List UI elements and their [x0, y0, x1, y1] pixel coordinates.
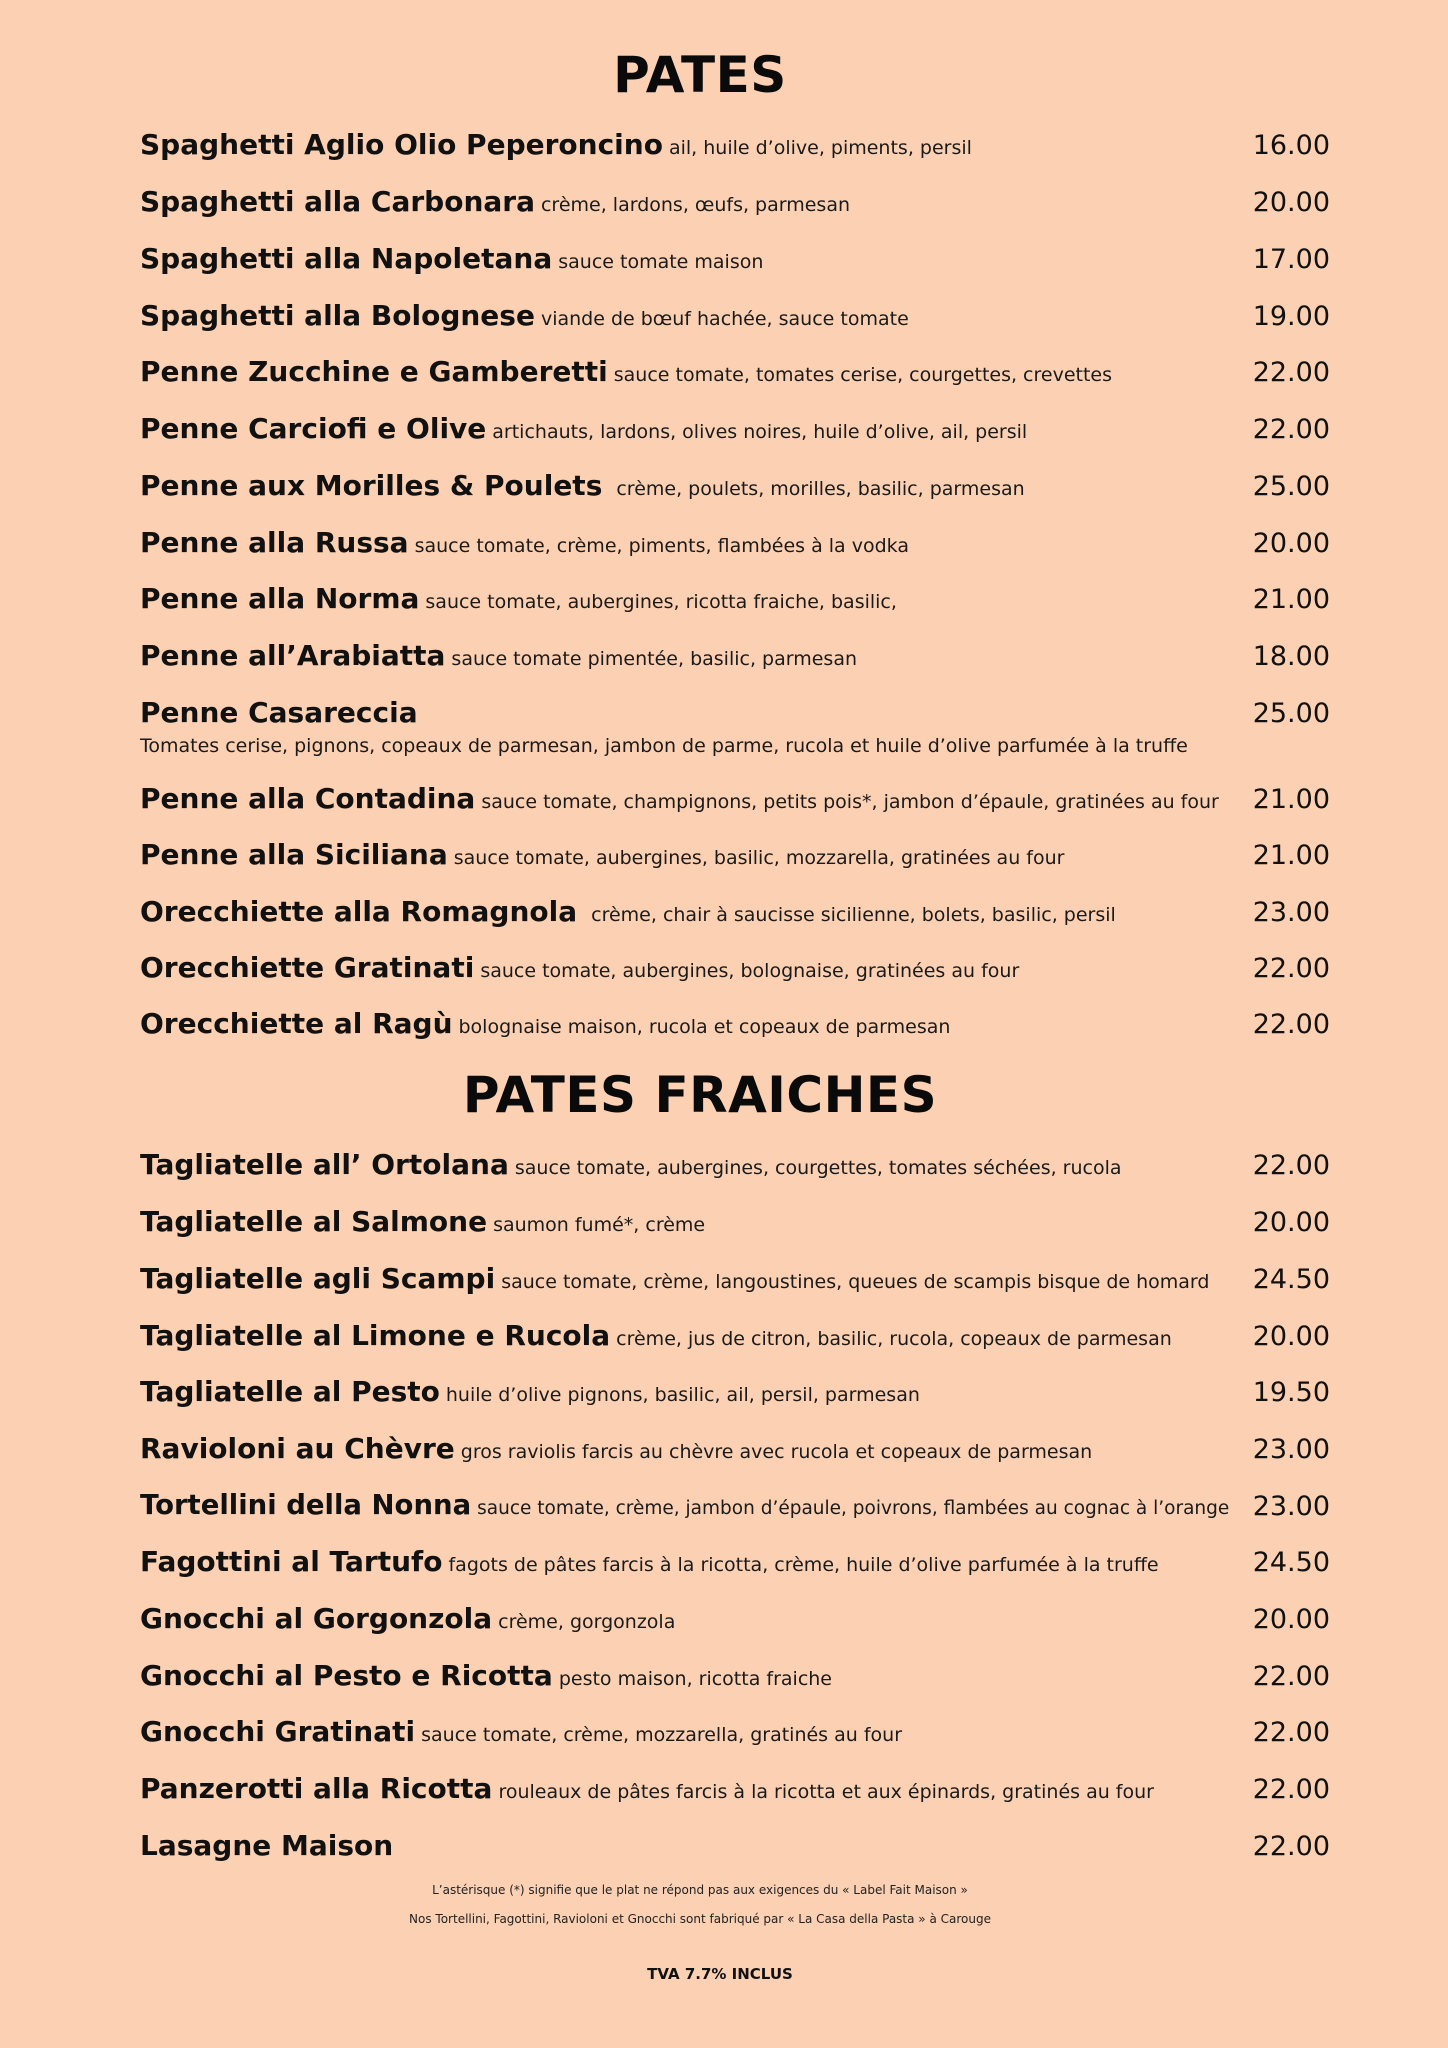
dish-name: Penne all’Arabiatta	[140, 639, 446, 672]
dish-price: 23.00	[1252, 897, 1330, 928]
dish-price: 16.00	[1252, 130, 1330, 161]
dish-name: Panzerotti alla Ricotta	[140, 1772, 493, 1805]
dish-name: Tagliatelle all’ Ortolana	[140, 1148, 509, 1181]
footnote-supplier: Nos Tortellini, Fagottini, Ravioloni et Gnocchi sont fabriqué par « La Casa della Pasta » à Carouge	[409, 1912, 991, 1926]
dish-description: sauce tomate maison	[558, 251, 764, 273]
tva-notice: TVA 7.7% INCLUS	[647, 1965, 793, 1983]
dish-price: 24.50	[1252, 1264, 1330, 1295]
dish-name: Fagottini al Tartufo	[140, 1545, 443, 1578]
dish-price: 20.00	[1252, 1604, 1330, 1635]
dish-description: artichauts, lardons, olives noires, huile d’olive, ail, persil	[492, 421, 1028, 443]
menu-item	[140, 1205, 1330, 1251]
dish-name: Tortellini della Nonna	[140, 1489, 472, 1521]
dish-price: 23.00	[1252, 1434, 1330, 1465]
menu-item	[140, 242, 1330, 288]
dish-price: 22.00	[1252, 1774, 1330, 1805]
dish-price: 17.00	[1252, 244, 1330, 275]
dish-description: rouleaux de pâtes farcis à la ricotta et aux épinards, gratinés au four	[498, 1781, 1154, 1803]
dish-name: Penne Carciofi e Olive	[140, 412, 487, 445]
menu-item	[140, 412, 1330, 458]
menu-item	[140, 1007, 1330, 1053]
menu-item	[140, 1829, 1330, 1875]
dish-description: sauce tomate, crème, jambon d’épaule, poivrons, flambées au cognac à l’orange	[477, 1498, 1230, 1519]
dish-price: 19.00	[1252, 301, 1330, 332]
section-title-pates: PATES	[613, 46, 787, 104]
dish-price: 22.00	[1252, 1009, 1330, 1040]
dish-name: Lasagne Maison	[140, 1829, 394, 1862]
dish-price: 22.00	[1252, 414, 1330, 445]
menu-item	[140, 128, 1330, 174]
menu-item	[140, 639, 1330, 685]
dish-name: Tagliatelle agli Scampi	[140, 1262, 496, 1295]
menu-item	[140, 1319, 1330, 1365]
dish-name: Penne Casareccia	[140, 696, 418, 729]
menu-item	[140, 1715, 1330, 1761]
menu-item	[140, 526, 1330, 572]
menu-item	[140, 582, 1330, 628]
dish-price: 19.50	[1252, 1377, 1330, 1408]
dish-price: 24.50	[1252, 1547, 1330, 1578]
dish-name: Orecchiette Gratinati	[140, 951, 475, 984]
dish-description: fagots de pâtes farcis à la ricotta, crème, huile d’olive parfumée à la truffe	[448, 1554, 1159, 1576]
dish-description: saumon fumé*, crème	[493, 1214, 706, 1236]
menu-item	[140, 1375, 1330, 1421]
menu-item	[140, 1432, 1330, 1478]
dish-price: 20.00	[1252, 1321, 1330, 1352]
dish-price: 25.00	[1252, 698, 1330, 729]
dish-name: Penne aux Morilles & Poulets	[140, 469, 603, 502]
dish-price: 22.00	[1252, 1150, 1330, 1181]
dish-description: crème, lardons, œufs, parmesan	[540, 194, 851, 216]
dish-description: ail, huile d’olive, piments, persil	[668, 137, 972, 159]
dish-price: 22.00	[1252, 1831, 1330, 1862]
menu-item	[140, 782, 1330, 828]
dish-description: sauce tomate, aubergines, ricotta fraiche, basilic,	[425, 591, 897, 613]
dish-price: 22.00	[1252, 357, 1330, 388]
dish-description: sauce tomate, aubergines, basilic, mozzarella, gratinées au four	[453, 847, 1065, 869]
dish-name: Spaghetti Aglio Olio Peperoncino	[140, 128, 663, 161]
menu-item	[140, 1148, 1330, 1194]
dish-description: Tomates cerise, pignons, copeaux de parmesan, jambon de parme, rucola et huile d’olive parfumée à la truffe	[140, 735, 1188, 757]
menu-item	[140, 1545, 1330, 1591]
dish-description: crème, jus de citron, basilic, rucola, copeaux de parmesan	[616, 1328, 1172, 1350]
menu-item	[140, 895, 1330, 941]
dish-name: Spaghetti alla Carbonara	[140, 185, 535, 218]
dish-price: 22.00	[1252, 1661, 1330, 1692]
dish-price: 18.00	[1252, 641, 1330, 672]
dish-description: pesto maison, ricotta fraiche	[558, 1668, 832, 1690]
menu-item	[140, 1602, 1330, 1648]
dish-name: Orecchiette alla Romagnola	[140, 895, 578, 928]
dish-price: 21.00	[1252, 784, 1330, 815]
dish-name: Penne alla Siciliana	[140, 838, 448, 871]
dish-name: Spaghetti alla Bolognese	[140, 299, 535, 332]
dish-name: Tagliatelle al Limone e Rucola	[140, 1319, 611, 1352]
dish-description: sauce tomate, aubergines, courgettes, tomates séchées, rucola	[514, 1157, 1122, 1179]
dish-description: sauce tomate, crème, langoustines, queues de scampis bisque de homard	[501, 1271, 1210, 1293]
menu-item	[140, 1489, 1330, 1535]
section-title-pates-fraiches: PATES FRAICHES	[462, 1066, 938, 1124]
dish-description: gros raviolis farcis au chèvre avec rucola et copeaux de parmesan	[460, 1441, 1093, 1463]
dish-price: 20.00	[1252, 187, 1330, 218]
dish-description: sauce tomate, crème, mozzarella, gratinés au four	[421, 1724, 903, 1746]
dish-description: crème, chair à saucisse sicilienne, bolets, basilic, persil	[591, 904, 1116, 926]
dish-description: sauce tomate, crème, piments, flambées à la vodka	[414, 535, 909, 557]
dish-price: 22.00	[1252, 1717, 1330, 1748]
dish-description: sauce tomate, champignons, petits pois*, jambon d’épaule, gratinées au four	[481, 791, 1219, 813]
menu-item	[140, 838, 1330, 884]
dish-description: sauce tomate, tomates cerise, courgettes, crevettes	[613, 364, 1113, 386]
dish-description: huile d’olive pignons, basilic, ail, persil, parmesan	[445, 1384, 920, 1406]
dish-description: sauce tomate pimentée, basilic, parmesan	[451, 648, 857, 670]
footnote-asterisk: L’astérisque (*) signifie que le plat ne répond pas aux exigences du « Label Fait Maison »	[432, 1883, 968, 1897]
dish-name: Spaghetti alla Napoletana	[140, 242, 553, 275]
dish-price: 23.00	[1252, 1491, 1330, 1522]
dish-name: Tagliatelle al Salmone	[140, 1205, 488, 1238]
dish-name: Orecchiette al Ragù	[140, 1007, 453, 1040]
dish-name: Penne alla Norma	[140, 582, 420, 615]
dish-name: Penne Zucchine e Gamberetti	[140, 355, 608, 388]
dish-name: Penne alla Russa	[140, 526, 409, 559]
menu-item	[140, 185, 1330, 231]
menu-item	[140, 355, 1330, 401]
dish-description: bolognaise maison, rucola et copeaux de parmesan	[458, 1016, 951, 1038]
dish-price: 20.00	[1252, 528, 1330, 559]
menu-item	[140, 299, 1330, 345]
dish-name: Ravioloni au Chèvre	[140, 1432, 455, 1465]
dish-price: 25.00	[1252, 471, 1330, 502]
dish-name: Gnocchi Gratinati	[140, 1715, 416, 1748]
dish-price: 20.00	[1252, 1207, 1330, 1238]
menu-item	[140, 1659, 1330, 1705]
dish-price: 22.00	[1252, 953, 1330, 984]
menu-item	[140, 1262, 1330, 1308]
dish-name: Tagliatelle al Pesto	[140, 1375, 440, 1408]
menu-item	[140, 469, 1330, 515]
dish-price: 21.00	[1252, 840, 1330, 871]
dish-price: 21.00	[1252, 584, 1330, 615]
dish-description: crème, poulets, morilles, basilic, parmesan	[616, 478, 1025, 500]
dish-description: viande de bœuf hachée, sauce tomate	[540, 308, 909, 330]
dish-name: Gnocchi al Pesto e Ricotta	[140, 1659, 553, 1692]
dish-name: Gnocchi al Gorgonzola	[140, 1602, 493, 1635]
menu-item	[140, 951, 1330, 997]
menu-item	[140, 1772, 1330, 1818]
dish-description: sauce tomate, aubergines, bolognaise, gratinées au four	[480, 960, 1020, 982]
dish-description: crème, gorgonzola	[498, 1611, 676, 1633]
dish-name: Penne alla Contadina	[140, 782, 476, 815]
